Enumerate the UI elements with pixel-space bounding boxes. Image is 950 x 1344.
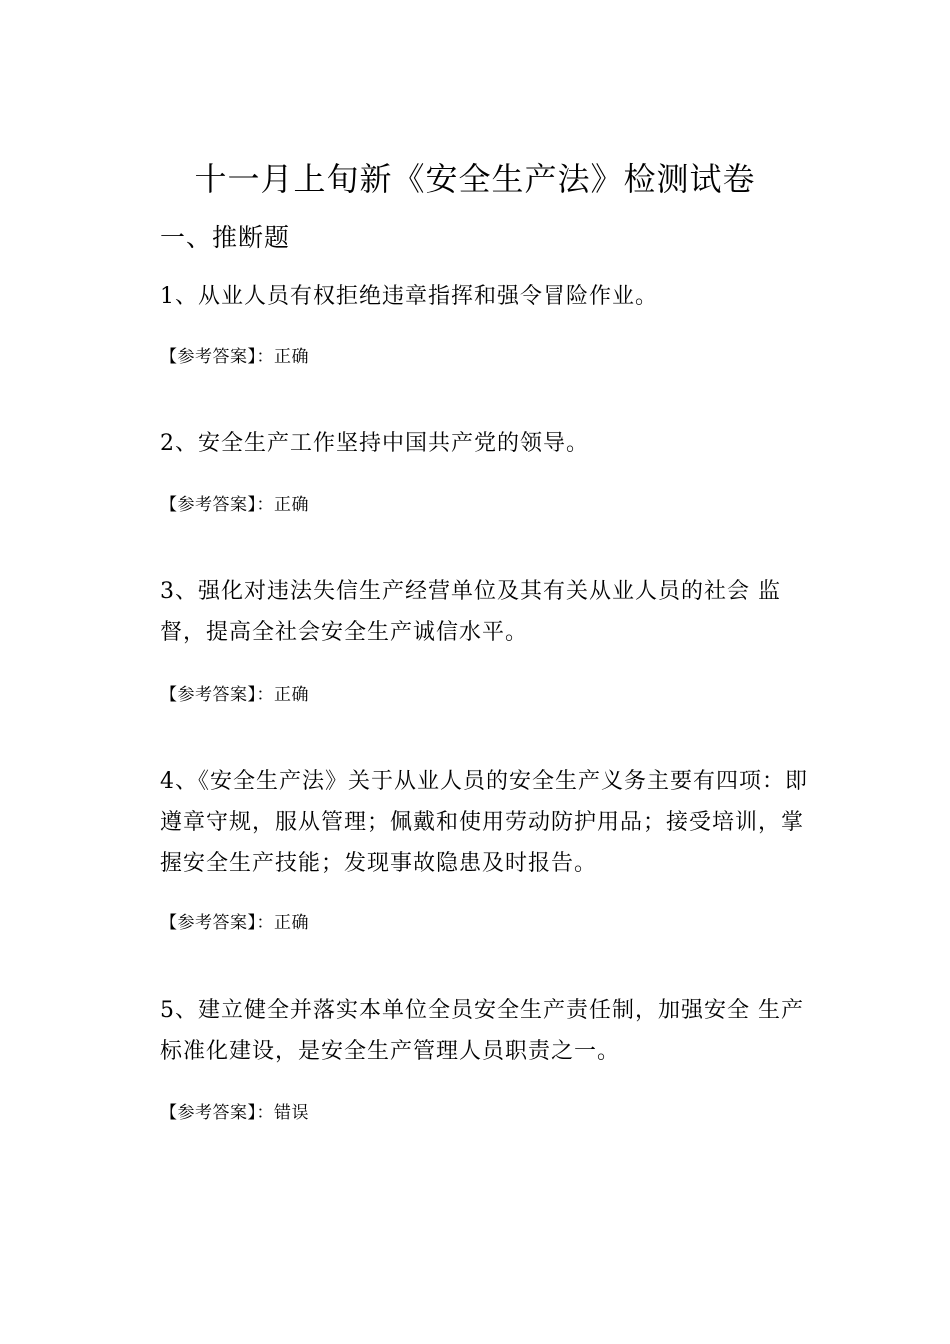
answer-separator: ：	[256, 685, 274, 705]
answer-value: 错误	[274, 1103, 309, 1123]
answer-value: 正确	[274, 685, 309, 705]
answer-tag: 【参考答案】	[160, 347, 257, 367]
answer-2	[160, 491, 309, 519]
answer-1	[160, 343, 309, 371]
document-title: 十一月上旬新《安全生产法》检测试卷	[194, 160, 756, 198]
answer-value: 正确	[274, 913, 309, 933]
answer-separator: ：	[256, 347, 274, 367]
answer-5	[160, 1099, 309, 1127]
answer-tag: 【参考答案】	[160, 1103, 257, 1123]
answer-value: 正确	[274, 495, 309, 515]
question-3: 3、强化对违法失信生产经营单位及其有关从业人员的社会 监督，提高全社会安全生产诚信水平。	[160, 579, 781, 645]
section-heading: 一、推断题	[160, 223, 291, 252]
question-2: 2、安全生产工作坚持中国共产党的领导。	[160, 431, 589, 456]
question-5: 5、建立健全并落实本单位全员安全生产责任制，加强安全 生产标准化建设，是安全生产管理人员职责之一。	[160, 998, 804, 1064]
question-1: 1、从业人员有权拒绝违章指挥和强令冒险作业。	[160, 284, 658, 309]
answer-tag: 【参考答案】	[160, 685, 257, 705]
answer-tag: 【参考答案】	[160, 495, 257, 515]
answer-4	[160, 909, 309, 937]
answer-value: 正确	[274, 347, 309, 367]
question-4: 4、《安全生产法》关于从业人员的安全生产义务主要有四项：即遵章守规，服从管理；佩戴和使用劳动防护用品；接受培训，掌握安全生产技能；发现事故隐患及时报告。	[160, 769, 808, 876]
answer-tag: 【参考答案】	[160, 913, 257, 933]
answer-separator: ：	[256, 1103, 274, 1123]
answer-3	[160, 681, 309, 709]
answer-separator: ：	[256, 495, 274, 515]
answer-separator: ：	[256, 913, 274, 933]
